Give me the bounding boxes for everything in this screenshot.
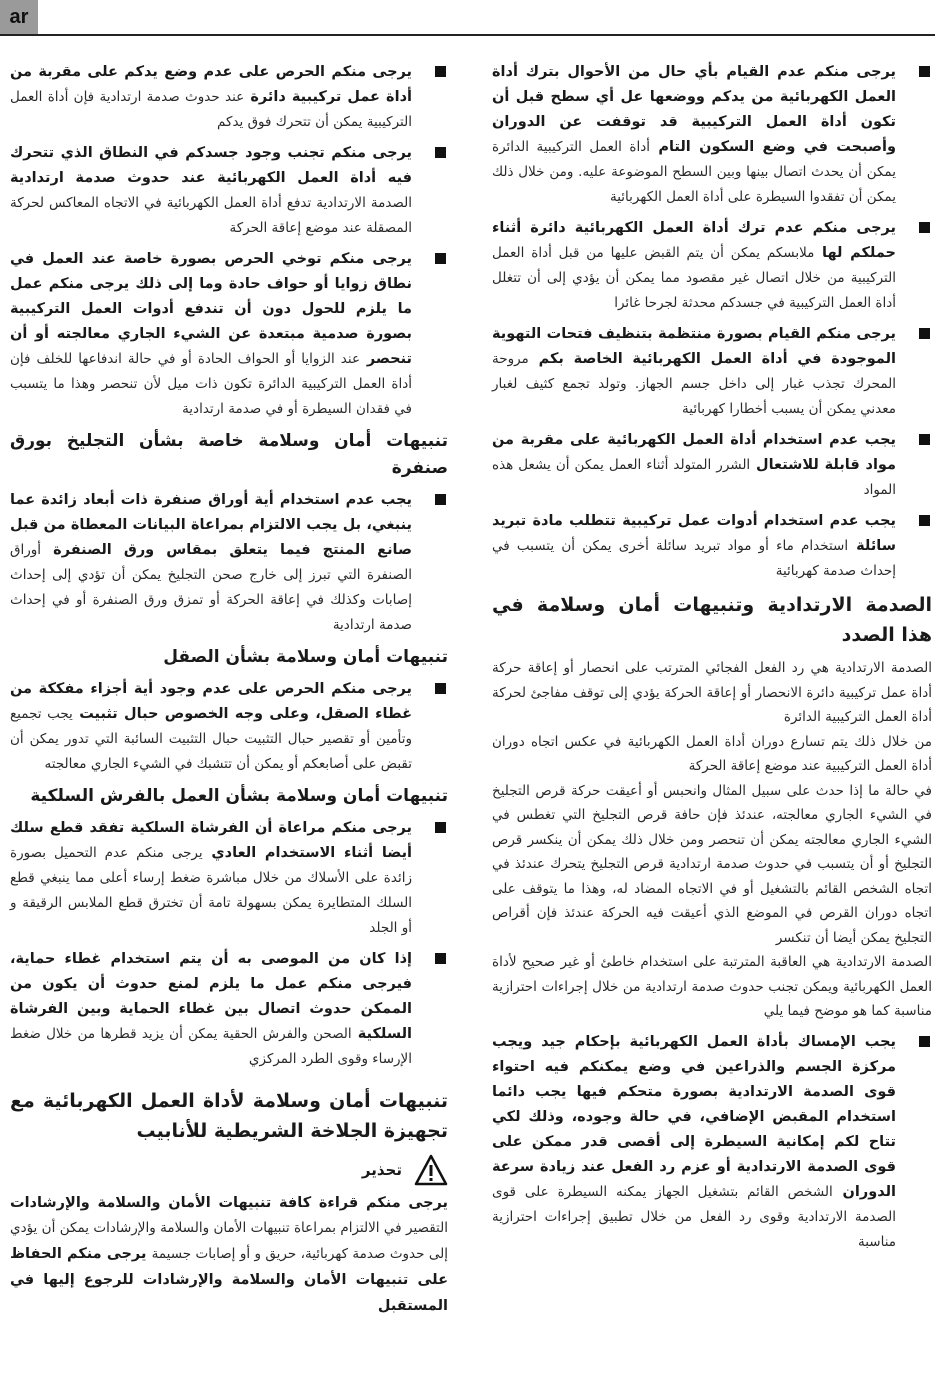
item-body: أوراق الصنفرة التي تبرز إلى خارج صحن التجليخ يمكن أن تؤدي إلى إحداث إصابات وكذلك في إعاقة الحركة أو تمزق ورق الصنفرة أو في إحداث صدمة ارتدادية	[10, 542, 412, 633]
warning-row	[10, 1154, 448, 1186]
paragraph: من خلال ذلك يتم تسارع دوران أداة العمل الكهربائية في عكس اتجاه دوران أداة العمل التركيبية عند موضع إعاقة الحركة	[492, 733, 932, 774]
warning-paragraph	[10, 1190, 448, 1319]
item-lead: يرجى منكم مراعاة أن الفرشاة السلكية تفقد قطع سلك أيضا أثناء الاستخدام العادي	[10, 820, 412, 861]
list-item	[10, 488, 448, 638]
item-lead: يرجى منكم القيام بصورة منتظمة بتنظيف فتحات التهوية الموجودة في أداة العمل الكهربائية الخاصة بكم	[492, 326, 896, 367]
bullet-square	[919, 1036, 930, 1047]
list-item	[10, 60, 448, 135]
item-body: ملابسكم يمكن أن يتم القبض عليها من قبل أداة العمل التركيبية من خلال اتصال غير مقصود مما يمكن أن يؤدي إلى أن تتغلل أداة العمل التركيبية في جسدكم محدثة لجرحا غائرا	[492, 245, 896, 311]
item-lead: يجب عدم استخدام أداة العمل الكهربائية على مقربة من مواد قابلة للاشتعال	[492, 432, 896, 473]
item-body: الصدمة الارتدادية تدفع أداة العمل الكهربائية في الاتجاه المعاكس لحركة المصقلة عند موضع إعاقة الحركة	[10, 195, 412, 236]
list-item	[492, 428, 932, 503]
item-lead: يرجى منكم عدم ترك أداة العمل الكهربائية دائرة أثناء حملكم لها	[492, 220, 896, 261]
item-lead: يرجى منكم توخي الحرص بصورة خاصة عند العمل في نطاق زوايا أو حواف حادة وما إلى ذلك يرجى منكم عمل ما يلزم للحول دون أن تندفع أدوات العمل التركيبية بصورة صدمية مبتعدة عن الشيء الجاري معالجته أو أن تنحصر	[10, 251, 412, 367]
item-body: الشخص القائم بتشغيل الجهاز يمكنه السيطرة على قوى الصدمة الارتدادية وقوى رد الفعل من خلال تطبيق إجراءات احترازية مناسبة	[492, 1183, 896, 1250]
bullet-square	[435, 253, 446, 264]
item-lead: إذا كان من الموصى به أن يتم استخدام غطاء حماية، فيرجى منكم عمل ما يلزم لمنع حدوث أن يكون من الممكن حدوث اتصال بين غطاء الحماية وبين الفرشاة السلكية	[10, 951, 412, 1042]
item-lead: يرجى منكم عدم القيام بأي حال من الأحوال بترك أداة العمل الكهربائية من يدكم ووضعها عل أي سطح قبل أن تكون أداة العمل التركيبية قد توقفت عن الدوران وأصبحت في وضع السكون التام	[492, 64, 896, 155]
list-item	[10, 816, 448, 941]
bullet-square	[919, 222, 930, 233]
item-body: عند حدوث صدمة ارتدادية فإن أداة العمل التركيبية يمكن أن تتحرك فوق يدكم	[10, 89, 412, 130]
item-body: مروحة المحرك تجذب غبار إلى داخل جسم الجهاز. وتولد تجمع كثيف لغبار معدني يمكن أن يسبب أخطارا كهربائية	[492, 351, 896, 417]
item-lead: يجب الإمساك بأداة العمل الكهربائية بإحكام جيد ويجب مركزة الجسم والذراعين في وضع يمكنكم فيه احتواء قوى الصدمة الارتدادية بصورة متحكم فيها يجب دائما استخدام المقبض الإضافي، في حالة وجوده، وذلك لكي تتاح لكم إمكانية السيطرة إلى أقصى قدر ممكن على قوى الصدمة الارتدادية أو عزم رد الفعل عند زيادة سرعة الدوران	[492, 1033, 896, 1200]
right-column	[492, 60, 932, 1261]
item-lead: يرجى منكم الحرص على عدم وضع يدكم على مقربة من أداة عمل تركيبية دائرة	[10, 64, 412, 105]
bullet-square	[919, 328, 930, 339]
paragraph: الصدمة الارتدادية هي العاقبة المترتبة على استخدام خاطئ أو غير صحيح لأداة العمل الكهربائية ويمكن تجنب حدوث صدمة ارتدادية من خلال إجراءات احترازية مناسبة كما هو موضح فيما يلي	[492, 954, 932, 1019]
item-body: الصحن والفرش الحقية يمكن أن يزيد قطرها من خلال ضغط الإرساء وقوى الطرد المركزي	[10, 1026, 412, 1067]
item-body: يرجى منكم عدم التحميل بصورة زائدة على الأسلاك من خلال مباشرة ضغط إرساء أعلى مما ينبغي قطع السلك المتطايرة يمكن بسهولة تامة أن تخترق قطع الملابس الرقيقة و أو الجلد	[10, 845, 412, 936]
paragraph: في حالة ما إذا حدث على سبيل المثال وانحبس أو أعيقت حركة قرص التجليخ في الشيء الجاري معالجته، عندئذ فإن حافة قرص التجليخ التي تغطس في الشيء الجاري معالجته يمكن أن تنحصر ومن خلال ذلك يمكن أن ينكسر قرص التجليخ أو أن يتسبب في حدوث صدمة ارتدادية قرص التجليخ يتحرك عندئذ في اتجاه الشخص القائم بالتشغيل أو في الاتجاه المضاد له، وهذا ما يتوقف على اتجاه دوران القرص في الموضع الذي أعيقت فيه الحركة عندئذ فإن أقراص التجليخ يمكن أيضا أن تنكسر	[492, 782, 932, 946]
bullet-square	[919, 434, 930, 445]
section-heading: تنبيهات أمان وسلامة لأداة العمل الكهربائية مع تجهيزة الجلاخة الشريطية للأنابيب	[10, 1090, 448, 1142]
bullet-square	[435, 494, 446, 505]
item-lead: يجب عدم استخدام أدوات عمل تركيبية تتطلب مادة تبريد سائلة	[492, 513, 896, 554]
section-heading: تنبيهات أمان وسلامة بشأن العمل بالفرش السلكية	[30, 786, 448, 806]
list-item	[10, 677, 448, 777]
language-tab: ar	[0, 0, 38, 34]
item-body: عند الزوايا أو الحواف الحادة أو في حالة اندفاعها للخلف فإن أداة العمل التركيبية الدائرة تكون ذات ميل لأن تنحصر وهذا ما يتسبب في فقدان السيطرة أو في صدمة ارتدادية	[10, 351, 412, 417]
warning-lead: يرجى منكم قراءة كافة تنبيهات الأمان والسلامة والإرشادات	[10, 1195, 448, 1211]
item-body: الشرر المتولد أثناء العمل يمكن أن يشعل هذه المواد	[492, 457, 896, 498]
list-item	[10, 247, 448, 422]
bullet-square	[435, 683, 446, 694]
item-body: استخدام ماء أو مواد تبريد سائلة أخرى يمكن أن يتسبب في إحداث صدمة كهربائية	[492, 538, 896, 579]
list-item	[10, 141, 448, 241]
list-item	[492, 1030, 932, 1255]
bullet-square	[435, 147, 446, 158]
bullet-square	[919, 515, 930, 526]
list-item	[10, 947, 448, 1072]
section-heading: الصدمة الارتدادية وتنبيهات أمان وسلامة في هذا الصدد	[492, 594, 932, 646]
bullet-square	[435, 66, 446, 77]
warning-label: تحذير	[361, 1161, 402, 1179]
list-item	[492, 322, 932, 422]
section-heading: تنبيهات أمان وسلامة بشأن الصقل	[163, 647, 448, 667]
item-body: يجب تجميع وتأمين أو تقصير حبال التثبيت حبال التثبيت السائبة التي تدور يمكن أن تقبض على أصابعكم أو يمكن أن تتشبك في الشيء الجاري معالجته	[10, 706, 412, 772]
warning-body: التقصير في الالتزام بمراعاة تنبيهات الأمان والسلامة والإرشادات يمكن أن يؤدي إلى حدوث صدمة كهربائية، حريق و أو إصابات جسيمة	[10, 1220, 449, 1262]
list-item	[492, 60, 932, 210]
item-body: أداة العمل التركيبية الدائرة يمكن أن يحدث اتصال بينها وبين السطح الموضوعة عليه. ومن خلال ذلك يمكن أن تفقدوا السيطرة على أداة العمل الكهربائية	[492, 139, 896, 205]
item-lead: يرجى منكم تجنب وجود جسدكم في النطاق الذي تتحرك فيه أداة العمل الكهربائية عند حدوث صدمة ارتدادية	[10, 145, 412, 186]
left-column	[10, 60, 448, 1319]
list-item	[492, 216, 932, 316]
bullet-square	[435, 822, 446, 833]
bullet-square	[435, 953, 446, 964]
paragraph: الصدمة الارتدادية هي رد الفعل الفجائي المترتب على انحصار أو إعاقة حركة أداة عمل تركيبية دائرة الانحصار أو إعاقة الحركة يؤدي إلى توقف مفاجئ لحركة أداة العمل التركيبية الدائرة	[492, 660, 932, 725]
bullet-square	[919, 66, 930, 77]
warning-triangle-icon	[414, 1154, 448, 1186]
header-rule	[0, 34, 935, 36]
item-lead: يرجى منكم الحرص على عدم وجود أية أجزاء مفككة من غطاء الصقل، وعلى وجه الخصوص حبال تثبيت	[10, 681, 412, 722]
section-heading: تنبيهات أمان وسلامة خاصة بشأن التجليخ بورق صنفرة	[10, 431, 448, 478]
list-item	[492, 509, 932, 584]
item-lead: يجب عدم استخدام أية أوراق صنفرة ذات أبعاد زائدة عما ينبغي، بل يجب الالتزام بمراعاة البيانات المعطاة من قبل صانع المنتج فيما يتعلق بمقاس ورق الصنفرة	[10, 492, 412, 558]
warning-lead: يرجى منكم الحفاظ على تنبيهات الأمان والسلامة والإرشادات للرجوع إليها في المستقبل	[10, 1245, 448, 1314]
